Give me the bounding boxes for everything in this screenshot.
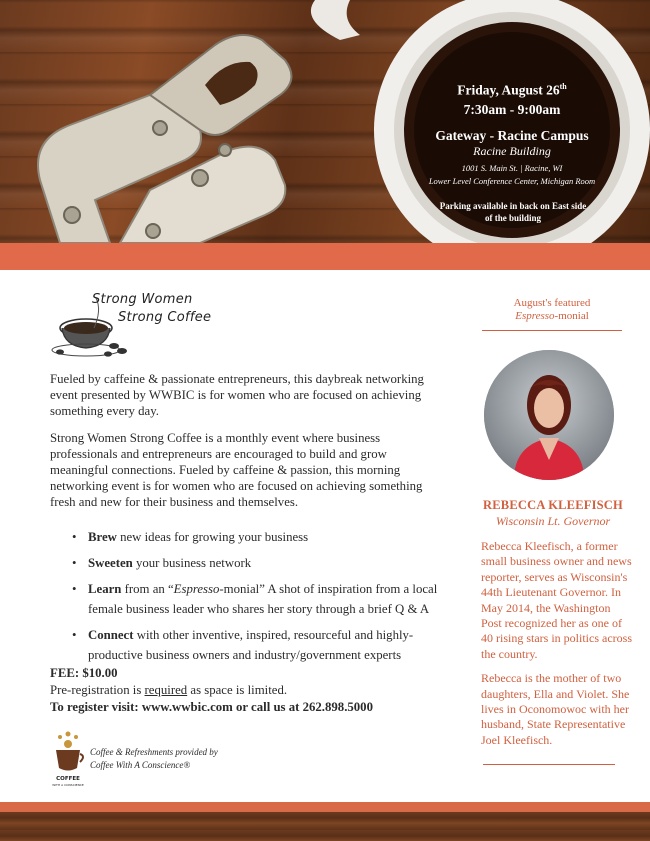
strong-women-logo <box>50 288 230 360</box>
divider <box>482 330 622 331</box>
speaker-role: Wisconsin Lt. Governor <box>495 514 611 528</box>
fee-section <box>50 665 450 716</box>
main-content <box>50 371 445 671</box>
list-item: • Connect with other inventive, inspired, resourceful and highly-productive business owners and industry/government experts <box>72 625 445 665</box>
fee-label: FEE: $10.00 <box>50 666 118 680</box>
sponsor-text <box>90 746 218 772</box>
sponsor-line-2: Coffee With A Conscience® <box>90 760 191 770</box>
intro-paragraph: Fueled by caffeine & passionate entrepreneurs, this daybreak networking event presented by WWBIC is for women who are focused on achieving something every day. <box>50 372 424 419</box>
event-time: 7:30am - 9:00am <box>463 102 561 117</box>
event-date: Friday, August 26th <box>457 82 567 98</box>
event-building: Racine Building <box>473 144 551 158</box>
speaker-bio <box>481 539 633 757</box>
featured-heading <box>472 297 632 323</box>
register-info: To register visit: www.wwbic.com or call us at 262.898.5000 <box>50 700 373 714</box>
event-room: Lower Level Conference Center, Michigan Room <box>428 176 596 186</box>
event-campus: Gateway - Racine Campus <box>435 128 589 143</box>
list-item: • Sweeten your business network <box>72 553 445 573</box>
speaker-photo <box>484 350 614 480</box>
accent-band-bottom <box>0 802 650 812</box>
pliers-image <box>38 35 291 243</box>
featured-sidebar <box>472 297 632 331</box>
logo-line-2: Strong Coffee <box>118 310 212 325</box>
list-item: • Learn from an “Espresso-monial” A shot of inspiration from a local female business leader who shares her story through a brief Q & A <box>72 579 445 619</box>
coffee-with-a-conscience-logo <box>48 728 88 790</box>
date-suffix: th <box>559 82 567 91</box>
speaker-portrait <box>484 350 614 480</box>
accent-band-top <box>0 243 650 270</box>
sponsor-block <box>48 728 278 790</box>
bio-paragraph-2: Rebecca is the mother of two daughters, Ella and Violet. She lives in Oconomowoc with her husband, State Representative Joel Kleefisch. <box>481 671 630 747</box>
sponsor-logo-subtext: WITH A CONSCIENCE <box>52 783 84 787</box>
sponsor-line-1: Coffee & Refreshments provided by <box>90 747 218 757</box>
wood-footer <box>0 812 650 841</box>
sidebar-divider <box>483 764 615 765</box>
speaker-name: REBECCA KLEEFISCH <box>483 498 623 512</box>
logo-line-1: Strong Women <box>92 292 193 307</box>
list-item: • Brew new ideas for growing your business <box>72 527 445 547</box>
benefits-list <box>72 527 445 665</box>
sponsor-logo-text: COFFEE <box>56 776 80 782</box>
header-photo <box>0 0 650 243</box>
bio-paragraph-1: Rebecca Kleefisch, a former small business owner and news reporter, serves as Wisconsin's 44th Lieutenant Governor. In May 2014, the Washington Post recognized her as one of 40 rising stars in politics across the country. <box>481 539 632 661</box>
description-paragraph: Strong Women Strong Coffee is a monthly event where business professionals and entrepreneurs are encouraged to build and grow meaningful connections. Fueled by caffeine & passion, this morning networking event is for women who are focused on achieving something fresh and new for their business and themselves. <box>50 430 423 510</box>
event-address: 1001 S. Main St. | Racine, WI <box>461 163 563 173</box>
event-parking: Parking available in back on East side of the building <box>439 201 587 223</box>
preregistration-note: Pre-registration is required as space is limited. <box>50 683 288 697</box>
featured-line-1: August's featured <box>513 297 591 309</box>
featured-line-2: Espresso-monial <box>515 310 589 322</box>
